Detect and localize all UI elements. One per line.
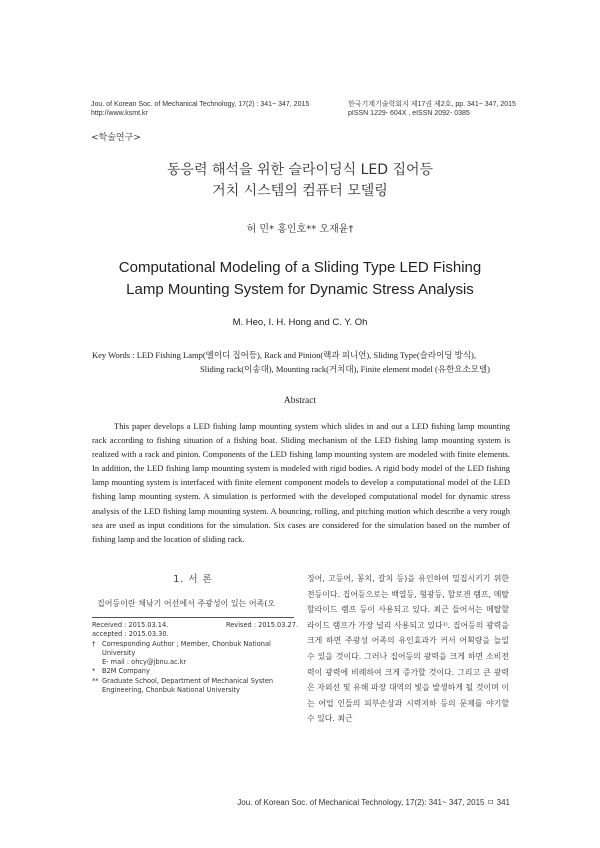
korean-authors: 허 민* 홍인호** 오재윤† [246, 224, 354, 235]
received-revised-row [92, 621, 298, 630]
corresponding-email: E- mail : ohcy@jbnu.ac.kr [102, 658, 187, 667]
english-title-line-2: Lamp Mounting System for Dynamic Stress Analysis [126, 281, 474, 298]
article-category: <학술연구> [91, 133, 141, 143]
journal-header-left [91, 100, 309, 118]
footnotes [92, 621, 298, 695]
keywords [92, 348, 512, 376]
received-date: Received : 2015.03.14. [92, 621, 169, 629]
corresponding-author-note: † Corresponding Author ; Member, Chonbuk National [92, 639, 271, 648]
keywords-line-1: Key Words : LED Fishing Lamp(엘이디 집어등), Rack and Pinion(랙과 피니언), Sliding Type(슬라이딩 방식), [92, 350, 476, 360]
star-mark: * [92, 667, 96, 676]
corresponding-author-affiliation: University [102, 648, 136, 657]
first-author-note: * B2M Company [92, 667, 150, 676]
english-authors: M. Heo, I. H. Hong and C. Y. Oh [232, 317, 368, 328]
journal-header-right [348, 100, 516, 118]
page-footer: Jou. of Korean Soc. of Mechanical Technology, 17(2): 341~ 347, 2015 ㅁ 341 [237, 798, 510, 807]
keywords-line-2: Sliding rack(이송대), Mounting rack(거치대), Finite element model (유한요소모델) [200, 364, 490, 374]
abstract-heading: Abstract [283, 396, 317, 406]
section-heading-introduction: 1. 서 론 [173, 574, 213, 585]
journal-issn: pISSN 1229- 604X , eISSN 2092- 0385 [348, 110, 470, 117]
second-author-affiliation: Engineering, Chonbuk National University [102, 686, 240, 695]
dagger-mark: † [92, 639, 96, 648]
introduction-right-column: 징어, 고등어, 꽁치, 갈치 등)을 유인하여 밀집시키기 위한 전등이다. 집어등으로는 백열등, 형광등, 할로겐 램프, 메탈할라이드 램프 등이 사용되고 있다. 최근 들어서는 메탈할라이드 램프가 가장 널리 사용되고 있다¹⁾. 집어등의 광력을 크게 하면 주광성 어족의 유인효과가 커서 어획량을 늘일 수 있을 것이다. 그러나 집어등의 광력을 크게 하면 소비전력이 광력에 비례하여 크게 증가할 것이다. 그리고 큰 광력은 자외선 및 유해 파장 대역의 빛을 발생하게 될 것이며 이는 어업 인들의 피부손상과 시력저하 등의 문제를 야기할 수 있다. 최근 [307, 574, 509, 724]
second-author-note: ** Graduate School, Department of Mechanical Systen [92, 676, 274, 685]
journal-citation-korean: 한국기계기술학회지 제17권 제2호, pp. 341~ 347, 2015 [348, 101, 516, 108]
double-star-mark: ** [92, 676, 99, 685]
revised-date: Revised : 2015.03.27. [225, 621, 298, 629]
introduction-first-line: 집어등이란 채낚기 어선에서 주광성이 있는 어족(오 [97, 599, 276, 608]
korean-title-line-1: 동응력 해석을 위한 슬라이딩식 LED 집어등 [166, 162, 434, 178]
journal-url: http://www.ksmt.kr [91, 110, 148, 117]
accepted-date: accepted : 2015.03.30. [92, 630, 169, 639]
abstract-body: This paper develops a LED fishing lamp mounting system which slides in and out a LED fishing lamp mounting rack according to fishing situation of a fishing boat. Sliding mechanism of the LED fishing lamp mounting system is realized with a rack and pinion. Components of the LED fishing lamp mounting system are modeled with finite elements. In addition, the LED fishing lamp mounting system is modeled with rigid bodies. A rigid body model of the LED fishing lamp mounting system is interfaced with finite element component models to develop a computational model of the LED fishing lamp mounting system. A simulation is performed with the developed computational model for dynamic stress analysis of the LED fishing lamp mounting system. A bouncing, rolling, and pitching motion which describe a very rough sea are used as input conditions for the simulation. Six cases are considered for the simulation based on the number of fishing lamp and the location of sliding rack. [92, 421, 510, 544]
english-title-line-1: Computational Modeling of a Sliding Type LED Fishing [118, 259, 482, 276]
journal-citation: Jou. of Korean Soc. of Mechanical Technology, 17(2) : 341~ 347, 2015 [91, 101, 310, 108]
footnote-divider [92, 617, 294, 618]
korean-title-line-2: 거치 시스템의 컴퓨터 모델링 [212, 183, 388, 199]
